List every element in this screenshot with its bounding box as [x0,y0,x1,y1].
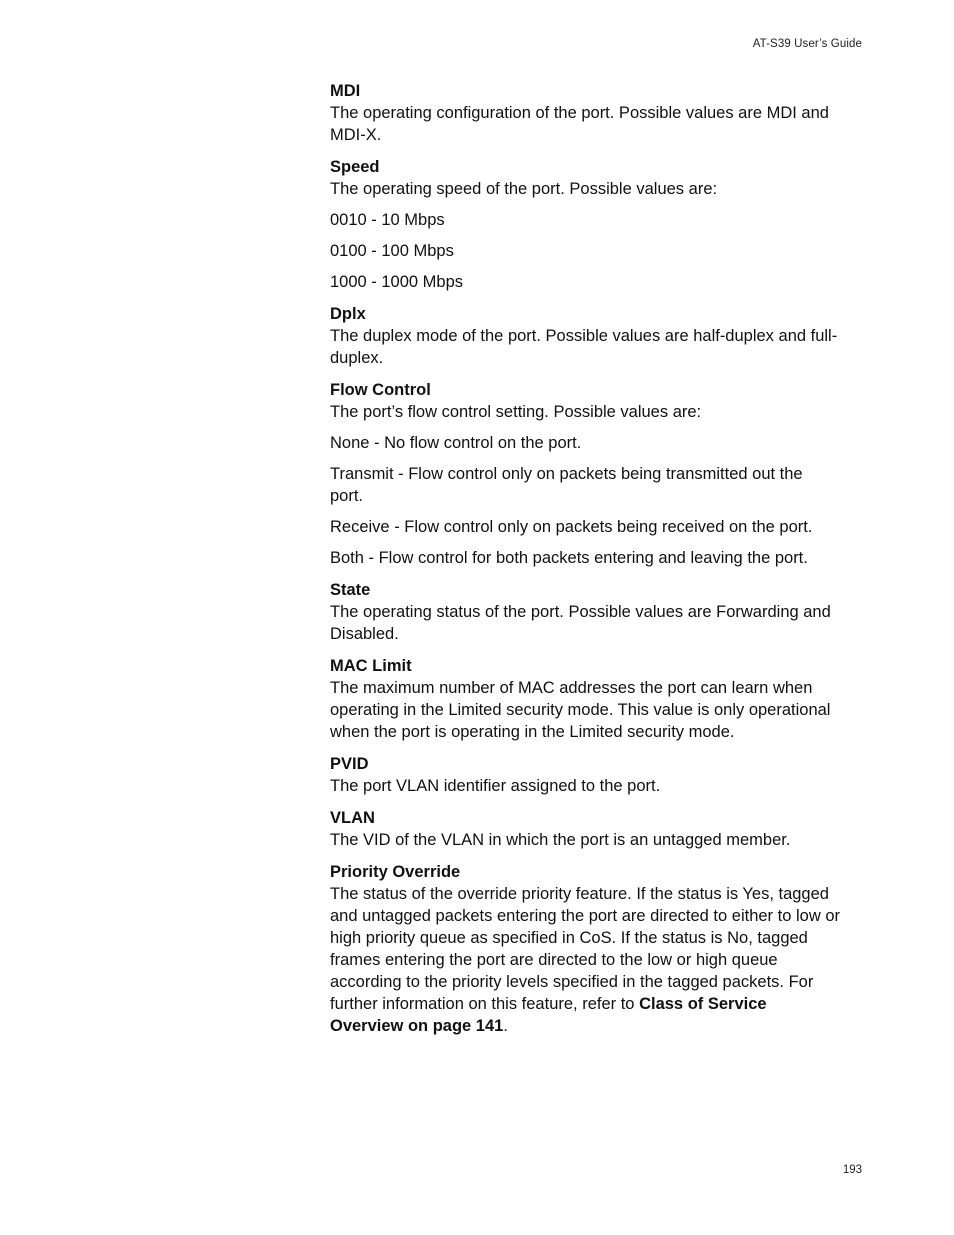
term-description: The port VLAN identifier assigned to the port. [330,777,661,795]
page-number: 193 [842,1164,862,1176]
term-description: The duplex mode of the port. Possible values are half-duplex and full-duplex. [330,327,838,367]
running-header: AT-S39 User’s Guide [752,38,862,50]
term-value: 1000 - 1000 Mbps [330,273,464,291]
term-description: The VID of the VLAN in which the port is an untagged member. [330,831,791,849]
term-dplx [330,303,840,369]
term-state [330,579,840,645]
page-content [330,80,840,1037]
term-description: The operating speed of the port. Possible values are: [330,180,718,198]
cross-reference-link[interactable]: Class of Service Overview on page 141 [330,995,767,1035]
trailing-period: . [503,1017,508,1035]
term-value: Receive - Flow control only on packets being received on the port. [330,518,813,536]
term-title: Flow Control [330,381,431,399]
term-description: The port’s flow control setting. Possible values are: [330,403,702,421]
term-priority-override [330,861,840,1037]
term-title: Dplx [330,305,366,323]
term-mac-limit [330,655,840,743]
term-mdi [330,80,840,146]
term-flow-control [330,379,840,569]
term-title: PVID [330,755,369,773]
term-value: Transmit - Flow control only on packets being transmitted out the port. [330,465,803,505]
term-value: Both - Flow control for both packets entering and leaving the port. [330,549,808,567]
term-description: The operating status of the port. Possible values are Forwarding and Disabled. [330,603,831,643]
term-title: VLAN [330,809,375,827]
term-title: Priority Override [330,863,461,881]
term-title: Speed [330,158,380,176]
term-title: MDI [330,82,361,100]
term-description: The maximum number of MAC addresses the port can learn when operating in the Limited security mode. This value is only operational when the port is operating in the Limited security mode. [330,679,831,741]
term-value: 0100 - 100 Mbps [330,242,454,260]
term-description-text: The status of the override priority feature. If the status is Yes, tagged and untagged packets entering the port are directed to either to low or high priority queue as specified in CoS. If the status is No, tagged frames entering the port are directed to the low or high queue according to the priority levels specified in the tagged packets. For further information on this feature, refer to [330,885,840,1013]
term-title: State [330,581,371,599]
term-value: 0010 - 10 Mbps [330,211,445,229]
term-title: MAC Limit [330,657,412,675]
term-value: None - No flow control on the port. [330,434,582,452]
term-description: The operating configuration of the port. Possible values are MDI and MDI-X. [330,104,829,144]
term-description [330,883,840,1037]
term-speed [330,156,840,293]
term-pvid [330,753,840,797]
term-vlan [330,807,840,851]
